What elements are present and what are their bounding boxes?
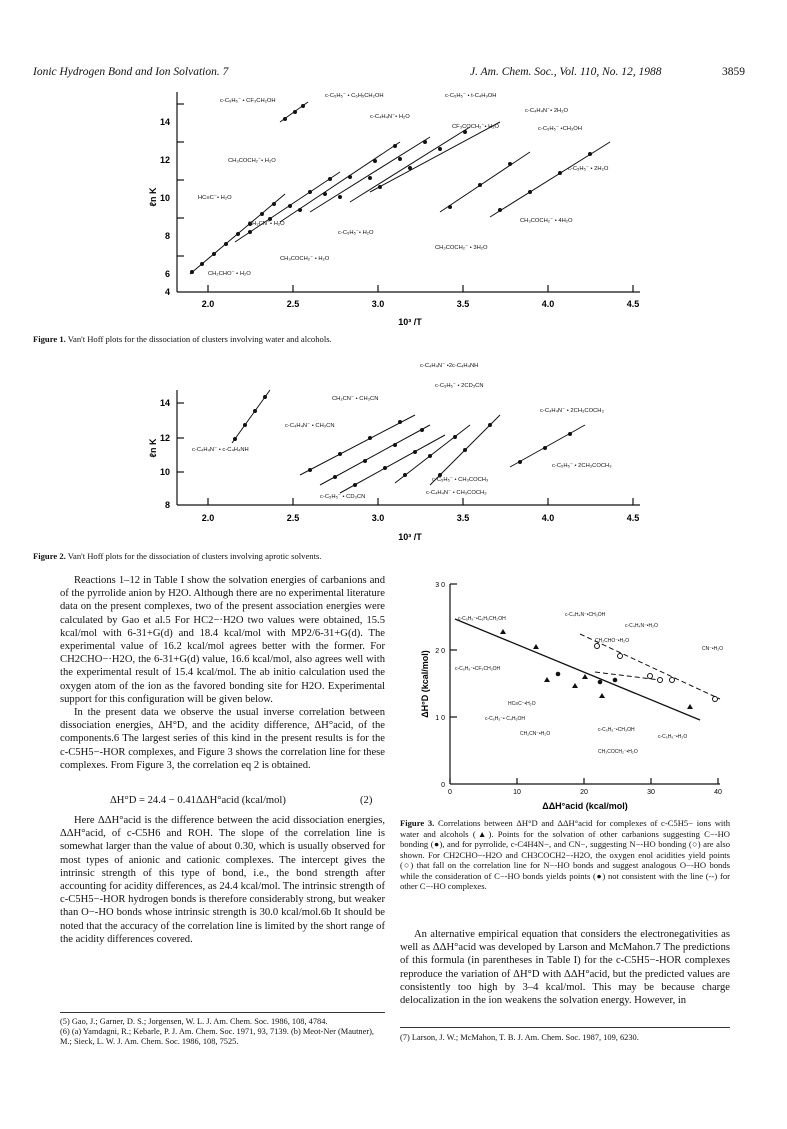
figure-1-caption [33, 334, 753, 345]
svg-text:CH₃COCH₂⁻•H₂O: CH₃COCH₂⁻•H₂O [598, 749, 638, 755]
svg-text:ΔH°D (kcal/mol): ΔH°D (kcal/mol) [420, 650, 430, 718]
svg-text:c-C₅H₅⁻• H₂O: c-C₅H₅⁻• H₂O [338, 230, 374, 236]
figure-1-caption-text: Van't Hoff plots for the dissociation of clusters involving water and alcohols. [67, 334, 332, 344]
svg-text:c-C₄H₄N⁻•H₂O: c-C₄H₄N⁻•H₂O [625, 623, 658, 629]
svg-text:c-C₄H₄N⁻•CH₃OH: c-C₄H₄N⁻•CH₃OH [565, 612, 606, 618]
svg-text:0: 0 [448, 789, 452, 796]
svg-text:CH₃COCH₂⁻ • 3H₂O: CH₃COCH₂⁻ • 3H₂O [435, 245, 488, 251]
footnote-7: (7) Larson, J. W.; McMahon, T. B. J. Am. Chem. Soc. 1987, 109, 6230. [400, 1033, 639, 1042]
equation-number: (2) [360, 795, 373, 806]
svg-text:CH₃COCH₂⁻• H₂O: CH₃COCH₂⁻• H₂O [228, 158, 276, 164]
svg-text:12: 12 [159, 433, 170, 443]
svg-text:10³ /T: 10³ /T [398, 532, 422, 542]
svg-text:8: 8 [164, 231, 170, 241]
svg-text:30: 30 [647, 789, 655, 796]
svg-text:CH₂CN⁻ • CH₃CN: CH₂CN⁻ • CH₃CN [332, 396, 379, 402]
right-column-text [400, 928, 730, 1007]
footnote-6: (6) (a) Yamdagni, R.; Kebarle, P. J. Am. Chem. Soc. 1971, 93, 7139. (b) Meot-Ner (Mautner), M.; Sieck, L. W. J. Am. Chem. Soc. 1986, 108, 7525. [60, 1027, 375, 1046]
svg-text:c-C₅H₅⁻ • t-C₄H₉OH: c-C₅H₅⁻ • t-C₄H₉OH [445, 93, 497, 99]
figure-3-plot [410, 574, 750, 814]
svg-text:c-C₅H₅⁻ • 2H₂O: c-C₅H₅⁻ • 2H₂O [568, 166, 609, 172]
svg-text:c-C₅H₅⁻•CF₃CH₂OH: c-C₅H₅⁻•CF₃CH₂OH [455, 666, 501, 672]
svg-text:2.5: 2.5 [286, 299, 300, 309]
svg-text:3.0: 3.0 [371, 513, 385, 523]
svg-text:14: 14 [159, 398, 170, 408]
svg-text:c-C₅H₅⁻•C₆H₅CH₂OH: c-C₅H₅⁻•C₆H₅CH₂OH [458, 616, 506, 622]
figure-2-data-points [233, 395, 572, 487]
figure-3-open-circles [595, 644, 718, 702]
svg-text:CH₂CN⁻• H₂O: CH₂CN⁻• H₂O [248, 221, 285, 227]
figure-2-caption-text: Van't Hoff plots for the dissociation of clusters involving aprotic solvents. [67, 551, 322, 561]
figure-2-caption [33, 551, 753, 562]
svg-text:c-C₄H₄N⁻ • 2CH₃COCH₃: c-C₄H₄N⁻ • 2CH₃COCH₃ [540, 408, 604, 414]
figure-3-caption-text: Correlations between ΔH°D and ΔΔH°acid for complexes of c-C5H5− ions with water and alcohols (▲). Points for the solvation of other carbanions suggesting C−-HO bonding (●), and for pyrrolide, c-C4H4N−, and CN−, suggesting N−-HO bonding (○) are also shown. For CH2CHO−-H2O and CH3COCH2−-H2O, the oxygen enol acidities yield points (○) that fall on the correlation line for N−-HO bonds and suggest analogous O−-HO bonds while the consideration of C−-HO bonds yields points (●) not consistent with the line (--) for other C−-HO complexes. [400, 818, 730, 891]
svg-text:c-C₄H₄N⁻ • CH₃COCH₃: c-C₄H₄N⁻ • CH₃COCH₃ [426, 490, 487, 496]
svg-text:12: 12 [159, 155, 170, 165]
svg-text:CF₃COCH₂⁻• H₂O: CF₃COCH₂⁻• H₂O [452, 124, 500, 130]
left-column-text-continued [60, 814, 385, 946]
svg-text:3.0: 3.0 [371, 299, 385, 309]
svg-text:6: 6 [164, 269, 170, 279]
svg-text:HC≡C⁻•H₂O: HC≡C⁻•H₂O [508, 701, 536, 707]
svg-text:CH₂CHO⁻ • H₂O: CH₂CHO⁻ • H₂O [208, 271, 251, 277]
paragraph: An alternative empirical equation that considers the electronegativities as well as ΔΔH°acid was developed by Larson and McMahon.7 The predictions of this formula (in parentheses in Table I) for the c-C5H5−-HOR complexes reproduce the variation of ΔH°D with ΔΔH°acid, but the predicted values are consistently too high by 3–4 kcal/mol. This may be because charge delocalization in the ion weakens the solvation energy. However, in [400, 929, 730, 1007]
running-head-left: Ionic Hydrogen Bond and Ion Solvation. 7 [33, 66, 229, 78]
svg-text:2.0: 2.0 [201, 513, 215, 523]
footnote-rule [60, 1012, 385, 1013]
page-number: 3859 [722, 66, 745, 78]
svg-text:CH₂CN⁻•H₂O: CH₂CN⁻•H₂O [520, 731, 551, 737]
svg-text:c-C₅H₅⁻ • CD₃CN: c-C₅H₅⁻ • CD₃CN [320, 494, 366, 500]
figure-2-caption-label: Figure 2. [33, 551, 66, 561]
paragraph: In the present data we observe the usual inverse correlation between dissociation energies, ΔH°D, and the acidity difference, ΔH°acid, of the components.6 The largest series of this kind in the present results is for the c-C5H5−-HOR complexes, and Figure 3 shows the correlation line for these complexes. From Figure 3, the correlation eq 2 is obtained. [60, 707, 385, 771]
footnote-rule-right [400, 1027, 730, 1028]
svg-text:8: 8 [164, 500, 170, 510]
svg-text:c-C₅H₅⁻ • 2CH₃COCH₃: c-C₅H₅⁻ • 2CH₃COCH₃ [552, 463, 612, 469]
svg-text:c-C₅H₅⁻• C₄H₉OH: c-C₅H₅⁻• C₄H₉OH [485, 716, 525, 722]
svg-text:ℓn K: ℓn K [148, 187, 158, 207]
equation-2: ΔH°D = 24.4 − 0.41ΔΔH°acid (kcal/mol) [110, 795, 286, 806]
svg-text:c-C₅H₅⁻ • CF₃CH₂OH: c-C₅H₅⁻ • CF₃CH₂OH [220, 98, 276, 104]
footnotes [60, 1017, 385, 1047]
running-head-journal: J. Am. Chem. Soc., Vol. 110, No. 12, 1988 [470, 66, 662, 78]
svg-text:HC≡C⁻• H₂O: HC≡C⁻• H₂O [198, 195, 232, 201]
svg-text:10³ /T: 10³ /T [398, 317, 422, 327]
svg-text:ΔΔH°acid (kcal/mol): ΔΔH°acid (kcal/mol) [542, 801, 628, 811]
svg-text:CH₃COCH₂⁻ • H₂O: CH₃COCH₂⁻ • H₂O [280, 256, 330, 262]
svg-text:1 0: 1 0 [435, 715, 445, 722]
svg-text:CH₂CHO⁻•H₂O: CH₂CHO⁻•H₂O [595, 638, 630, 644]
svg-text:c-C₄H₄N⁻• H₂O: c-C₄H₄N⁻• H₂O [370, 114, 410, 120]
figure-1-caption-label: Figure 1. [33, 334, 66, 344]
svg-text:c-C₄H₄N⁻ • c-C₄H₄NH: c-C₄H₄N⁻ • c-C₄H₄NH [192, 447, 249, 453]
svg-text:4.5: 4.5 [626, 299, 640, 309]
svg-text:3 0: 3 0 [435, 582, 445, 589]
figure-2-plot [140, 355, 660, 545]
svg-text:4.0: 4.0 [541, 299, 555, 309]
svg-text:c-C₄H₄N⁻ • CH₃CN: c-C₄H₄N⁻ • CH₃CN [285, 423, 335, 429]
svg-text:40: 40 [714, 789, 722, 796]
svg-text:20: 20 [580, 789, 588, 796]
svg-text:2.5: 2.5 [286, 513, 300, 523]
svg-text:10: 10 [513, 789, 521, 796]
paragraph: Reactions 1–12 in Table I show the solvation energies of carbanions and of the pyrrolide anion by H2O. Although there are no experimental literature data on the present complexes, two of the present association energies were calculated by Gao et al.5 For HC2−·H2O two values were obtained, 15.5 kcal/mol with 6-31+G(d) and 18.4 kcal/mol with MP2/6-31+G(d). The experimental value of 16.2 kcal/mol agrees better with the former. For CH2CHO−·H2O, the 6-31+G(d) value, 16.6 kcal/mol, also agrees well with the experimental result of 15.4 kcal/mol. The ab initio calculation used the oxygen atom of the ion as the favored bonding site for H2O. Experimental support for this configuration will be given below. [60, 575, 385, 705]
svg-text:CN⁻•H₂O: CN⁻•H₂O [702, 646, 724, 652]
left-column-text [60, 574, 385, 772]
svg-text:ℓn K: ℓn K [148, 438, 158, 458]
svg-text:c-C₄H₄N⁻ •2c-C₄H₄NH: c-C₄H₄N⁻ •2c-C₄H₄NH [420, 363, 479, 369]
figure-1-plot [140, 82, 660, 327]
svg-text:10: 10 [159, 467, 170, 477]
svg-text:c-C₅H₅⁻ • 2CD₃CN: c-C₅H₅⁻ • 2CD₃CN [435, 383, 484, 389]
svg-text:4.0: 4.0 [541, 513, 555, 523]
paragraph: Here ΔΔH°acid is the difference between the acid dissociation energies, ΔΔH°acid, of c-C5H6 and ROH. The slope of the correlation line is somewhat larger than the value of about 0.30, which is usually observed for most types of anionic and cationic complexes. The intercept gives the intrinsic strength of this type of bond, i.e., the bond strength after accounting for acidity differences, as 24.4 kcal/mol. The intrinsic strength of c-C5H5−-HOR hydrogen bonds is therefore considerably strong, but weaker than O−-HO bonds whose intrinsic strength is 30.0 kcal/mol.6b It should be noted that the accuracy of the correlation line is limited by the short range of the acidity differences covered. [60, 815, 385, 945]
svg-text:4: 4 [164, 287, 170, 297]
figure-1-data-points [190, 104, 592, 274]
svg-text:CH₃COCH₂⁻ • 4H₂O: CH₃COCH₂⁻ • 4H₂O [520, 218, 573, 224]
svg-text:4.5: 4.5 [626, 513, 640, 523]
svg-text:14: 14 [159, 117, 170, 127]
svg-text:c-C₅H₅⁻•CH₃OH: c-C₅H₅⁻•CH₃OH [598, 727, 635, 733]
svg-text:3.5: 3.5 [456, 299, 470, 309]
svg-text:2.0: 2.0 [201, 299, 215, 309]
svg-text:2 0: 2 0 [435, 648, 445, 655]
svg-text:3.5: 3.5 [456, 513, 470, 523]
svg-text:c-C₄H₄N⁻• 2H₂O: c-C₄H₄N⁻• 2H₂O [525, 108, 568, 114]
figure-3-caption-label: Figure 3. [400, 818, 435, 828]
svg-text:c-C₅H₅⁻ • CH₃COCH₃: c-C₅H₅⁻ • CH₃COCH₃ [432, 477, 489, 483]
svg-text:c-C₅H₅⁻ • C₆H₅CH₂OH: c-C₅H₅⁻ • C₆H₅CH₂OH [325, 93, 384, 99]
svg-text:c-C₅H₅⁻•H₂O: c-C₅H₅⁻•H₂O [658, 734, 688, 740]
figure-3-caption [400, 818, 730, 892]
footnote-5: (5) Gao, J.; Garner, D. S.; Jorgensen, W. L. J. Am. Chem. Soc. 1986, 108, 4784. [60, 1017, 328, 1026]
svg-text:10: 10 [159, 193, 170, 203]
svg-text:0: 0 [441, 782, 445, 789]
svg-text:c-C₅H₅⁻ •CH₃OH: c-C₅H₅⁻ •CH₃OH [538, 126, 583, 132]
